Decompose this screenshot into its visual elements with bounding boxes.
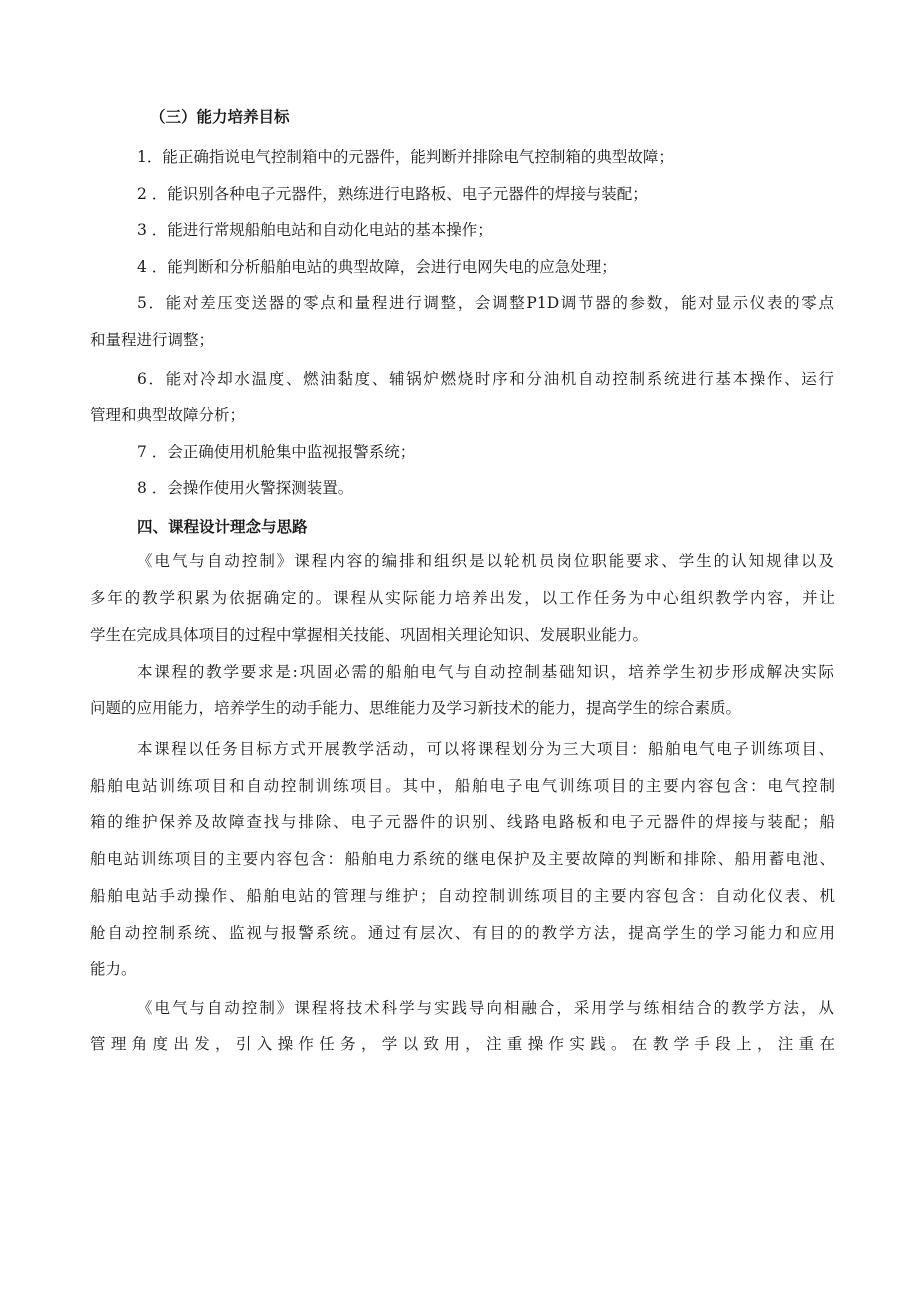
paragraph-line: 船舶电站训练项目和自动控制训练项目。其中，船舶电子电气训练项目的主要内容包含：电气控制 (90, 777, 835, 795)
goal-item: 8 ．会操作使用火警探测装置。 (137, 479, 354, 497)
paragraph-line: 舱自动控制系统、监视与报警系统。通过有层次、有目的的教学方法，提高学生的学习能力和应用 (90, 924, 835, 942)
goal-item: 5．能对差压变送器的零点和量程进行调整，会调整P1D调节器的参数，能对显示仪表的零点 (137, 294, 834, 312)
goal-item: 1．能正确指说电气控制箱中的元器件，能判断并排除电气控制箱的典型故障； (137, 148, 674, 166)
paragraph-line: 舶电站训练项目的主要内容包含：船舶电力系统的继电保护及主要故障的判断和排除、船用蓄电池、 (90, 850, 835, 868)
goal-item: 4 ．能判断和分析船舶电站的典型故障，会进行电网失电的应急处理； (137, 258, 617, 276)
section-heading-ability-goals: （三）能力培养目标 (150, 108, 290, 126)
paragraph-line: 《电气与自动控制》课程内容的编排和组织是以轮机员岗位职能要求、学生的认知规律以及 (137, 552, 834, 570)
goal-item: 3 ．能进行常规船舶电站和自动化电站的基本操作； (137, 221, 493, 239)
paragraph-line: 管理角度出发，引入操作任务，学以致用，注重操作实践。在教学手段上，注重在 (90, 1035, 835, 1053)
goal-item: 6．能对冷却水温度、燃油黏度、辅锅炉燃烧时序和分油机自动控制系统进行基本操作、运行 (137, 370, 834, 388)
paragraph-line: 箱的维护保养及故障查找与排除、电子元器件的识别、线路电路板和电子元器件的焊接与装配；船 (90, 813, 835, 831)
paragraph-line: 《电气与自动控制》课程将技术科学与实践导向相融合，采用学与练相结合的教学方法，从 (137, 999, 834, 1017)
paragraph-line: 能力。 (90, 960, 137, 978)
paragraph-line: 本课程的教学要求是:巩固必需的船舶电气与自动控制基础知识，培养学生初步形成解决实际 (137, 663, 834, 681)
goal-item-continued: 和量程进行调整； (90, 331, 215, 349)
paragraph-line: 多年的教学积累为依据确定的。课程从实际能力培养出发，以工作任务为中心组织教学内容，并让 (90, 589, 835, 607)
paragraph-line: 学生在完成具体项目的过程中掌握相关技能、巩固相关理论知识、发展职业能力。 (90, 626, 649, 644)
goal-item-continued: 管理和典型故障分析； (90, 406, 246, 424)
goal-item: 7 ．会正确使用机舱集中监视报警系统； (137, 443, 416, 461)
section-heading-course-design: 四、课程设计理念与思路 (137, 518, 308, 536)
goal-item: 2 ．能识别各种电子元器件，熟练进行电路板、电子元器件的焊接与装配； (137, 185, 648, 203)
paragraph-line: 船舶电站手动操作、船舶电站的管理与维护；自动控制训练项目的主要内容包含：自动化仪表、机 (90, 887, 835, 905)
paragraph-line: 问题的应用能力，培养学生的动手能力、思维能力及学习新技术的能力，提高学生的综合素质。 (90, 699, 742, 717)
paragraph-line: 本课程以任务目标方式开展教学活动，可以将课程划分为三大项目：船舶电气电子训练项目、 (137, 740, 834, 758)
